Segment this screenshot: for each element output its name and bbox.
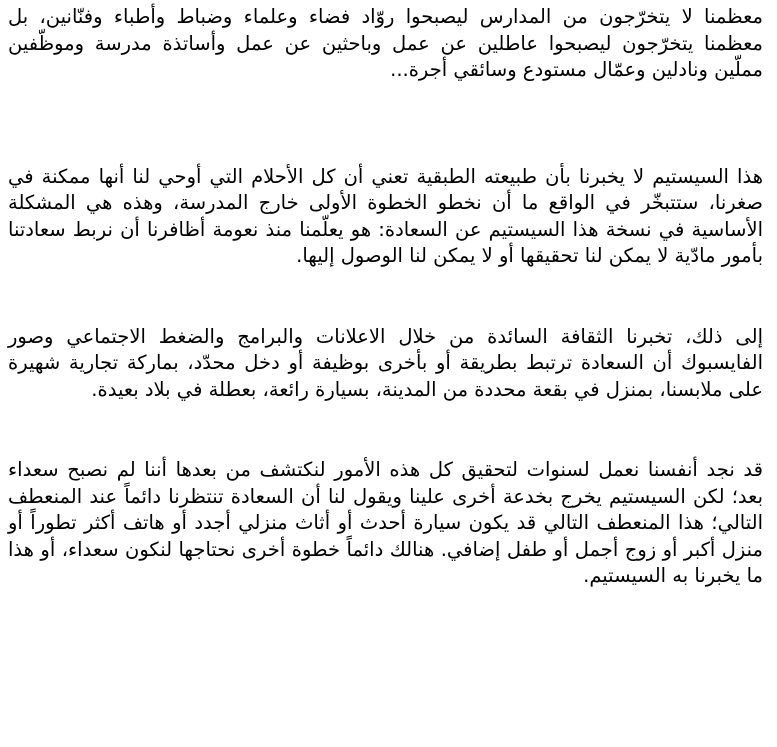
paragraph-1: معظمنا لا يتخرّجون من المدارس ليصبحوا روّاد فضاء وعلماء وضباط وأطباء وفنّانين، بل معظمنا يتخرّجون ليصبحوا عاطلين عن عمل وباحثين عن عمل وأساتذة مدرسة وموظّفين مملّين ونادلين وعمّال مستودع وسائقي أجرة... bbox=[8, 5, 763, 81]
paragraph-spacer bbox=[8, 403, 763, 457]
paragraph-3: إلى ذلك، تخبرنا الثقافة السائدة من خلال الاعلانات والبرامج والضغط الاجتماعي وصور الفايسبوك أن السعادة ترتبط بطريقة أو بأخرى بوظيفة أو دخل محدّد، بماركة تجارية شهيرة على ملابسنا، بمنزل في بقعة محددة من المدينة، بسيارة رائعة، بعطلة في بلاد بعيدة. bbox=[8, 324, 763, 401]
paragraph-spacer bbox=[8, 270, 763, 324]
paragraph-2: هذا السيستيم لا يخبرنا بأن طبيعته الطبقية تعني أن كل الأحلام التي أوحي لنا أنها ممكنة في صغرنا، ستتبخّر في الواقع ما أن نخطو الخطوة الأولى خارج المدرسة، وهذه هي المشكلة الأساسية في نسخة هذا السيستيم عن السعادة: هو يعلّمنا منذ نعومة أظافرنا أن نربط سعادتنا بأمور مادّية لا يمكن لنا تحقيقها أو لا يمكن لنا الوصول إليها. bbox=[8, 164, 763, 267]
paragraph-spacer bbox=[8, 84, 763, 164]
paragraph-4: قد نجد أنفسنا نعمل لسنوات لتحقيق كل هذه الأمور لنكتشف من بعدها أننا لم نصبح سعداء بعد؛ لكن السيستيم يخرج بخدعة أخرى علينا ويقول لنا أن السعادة تنتظرنا دائماً عند المنعطف التالي؛ هذا المنعطف التالي قد يكون سيارة أحدث أو أثاث منزلي أجدد أو هاتف أكثر تطوراً أو منزل أكبر أو زوج أجمل أو طفل إضافي. هنالك دائماً خطوة أخرى نحتاجها لنكون سعداء، أو هذا ما يخبرنا به السيستيم. bbox=[8, 458, 763, 587]
